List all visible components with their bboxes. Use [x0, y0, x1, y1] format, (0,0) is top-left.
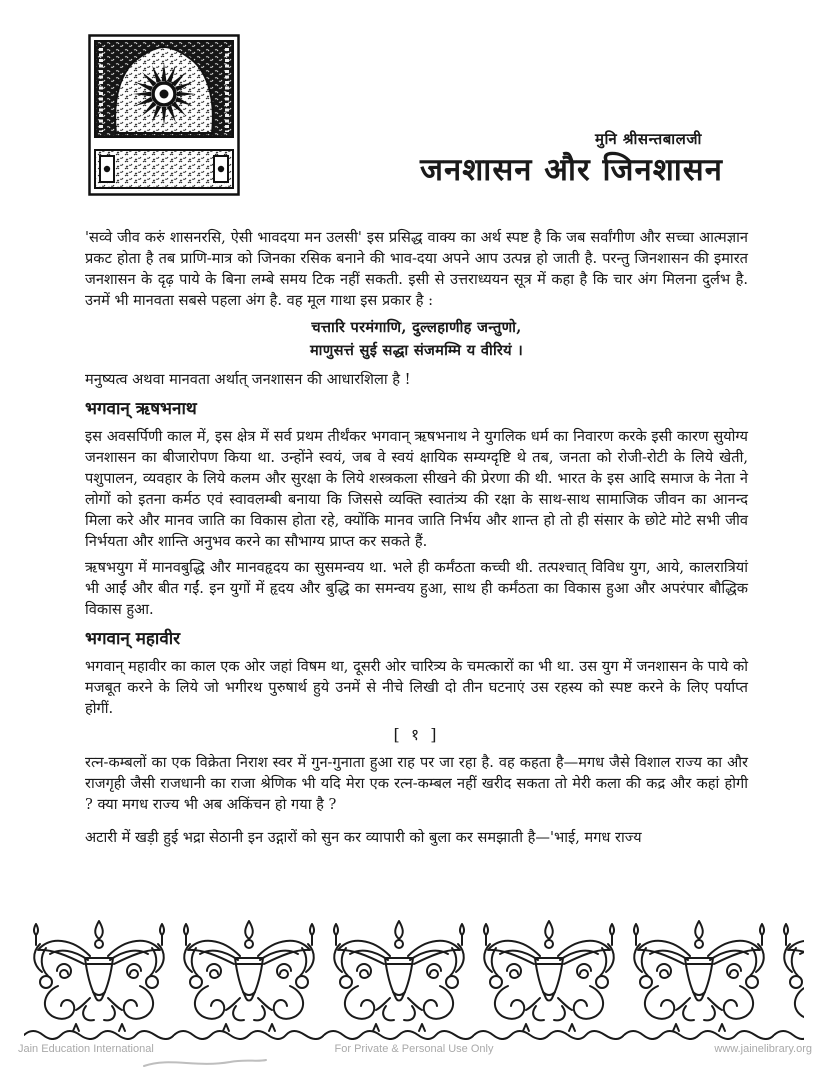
pencil-mark [140, 1056, 270, 1071]
paragraph-foundation: मनुष्यत्व अथवा मानवता अर्थात् जनशासन की आधारशिला है ! [85, 371, 411, 388]
dharma-wheel-stamp-icon [88, 34, 240, 196]
paragraph-rishabhanath-2: ऋषभयुग में मानवबुद्धि और मानवहृदय का सुसमन्वय था. भले ही कर्मंठता कच्ची थी. तत्पश्चात् विविध युग, आये, कालरात्रियां भी आईं और बीत गईं. इन युगों में हृदय और बुद्धि का समन्वय हुआ, साथ ही कर्मंठता का विकास हुआ और अपरंपार बौद्धिक विकास हुआ. [85, 559, 748, 618]
paragraph-story-1: रत्न-कम्बलों का एक विक्रेता निराश स्वर में गुन-गुनाता हुआ राह पर जा रहा है. वह कहता है—मगध जैसे विशाल राज्य का और राजगृही जैसी राजधानी का राजा श्रेणिक भी यदि मेरा एक रत्न-कम्बल नहीं खरीद सकता तो मेरी कला की कद्र और कहां होगी ? क्या मगध राज्य भी अब अकिंचन हो गया है ? [85, 754, 748, 813]
paragraph-intro: 'सव्वे जीव करुं शासनरसि, ऐसी भावदया मन उलसी' इस प्रसिद्ध वाक्य का अर्थ स्पष्ट है कि जब सर्वांगीण और सच्चा आत्मज्ञान प्रकट होता है तब प्राणि-मात्र को जिनका रसिक बनाने की भाव-दया अपने आप उत्पन्न हो जाती है. परन्तु जिनशासन की इमारत जनशासन के दृढ़ पाये के बिना लम्बे समय टिक नहीं सकती. इसी से उत्तराध्ययन सूत्र में कहा है कि चार अंग मिलना दुर्लभ है. उनमें भी मानवता सबसे पहला अंग है. वह मूल गाथा इस प्रकार है : [85, 229, 749, 309]
paragraph-mahavir: भगवान् महावीर का काल एक ओर जहां विषम था, दूसरी ओर चारित्र्य के चमत्कारों का भी था. उस युग में जनशासन के पाये को मजबूत करने के लिये जो भगीरथ पुरुषार्थ हुये उनमें से नीचे लिखी दो तीन घटनाएं उस रहस्य को स्पष्ट करने के लिए पर्याप्त होगीं. [85, 658, 748, 717]
ornamental-border [24, 916, 804, 1040]
bull-scroll-ornament-icon [24, 916, 804, 1040]
footer-left-text: Jain Education International [18, 1043, 154, 1055]
verse-line-1: चत्तारि परमंगाणि, दुल्लहाणीह जन्तुणो, [311, 319, 522, 336]
heading-mahavir: भगवान् महावीर [85, 629, 181, 649]
section-number-marker: [ १ ] [393, 725, 440, 744]
gatha-verse [85, 316, 748, 362]
paragraph-story-2: अटारी में खड़ी हुई भद्रा सेठानी इन उद्गारों को सुन कर व्यापारी को बुला कर समझाती है—'भाई, मगध राज्य [85, 829, 642, 846]
footer-center-text: For Private & Personal Use Only [334, 1043, 494, 1055]
author-byline: मुनि श्रीसन्तबालजी [595, 130, 702, 148]
article-body [85, 227, 748, 853]
paragraph-rishabhanath-1: इस अवसर्पिणी काल में, इस क्षेत्र में सर्व प्रथम तीर्थंकर भगवान् ऋषभनाथ ने युगलिक धर्म का निवारण करके इसी कारण सुयोग्य जनशासन का बीजारोपण किया था. उन्होंने स्वयं, जब वे स्वयं क्षायिक सम्यग्दृष्टि थे तब, जनता को रोजी-रोटी के लिये खेती, पशुपालन, व्यवहार के लिये कलम और सुरक्षा के लिये शस्त्रकला सीखने की प्रेरणा की थी. भारत के इस आदि समाज के नेता ने लोगों को इतना कर्मठ एवं स्वावलम्बी बनाया कि जिससे व्यक्ति स्वातंत्र्य की रक्षा के साथ-साथ सामाजिक जीवन का आनन्द मिला करे और मानव जाति का विकास होता रहे, क्योंकि मानव जाति निर्भय और शान्त हो तो ही संसार के छोटे मोटे सभी जीव निर्भयता और शान्ति अनुभव करने का सौभाग्य प्राप्त कर सकते हैं. [85, 428, 748, 550]
heading-rishabhanath: भगवान् ऋषभनाथ [85, 399, 197, 419]
jain-stamp-emblem [88, 34, 240, 196]
verse-line-2: माणुसत्तं सुई सद्धा संजमम्मि य वीरियं । [309, 342, 524, 359]
footer-link-text: www.jainelibrary.org [714, 1043, 812, 1055]
page-title: जनशासन और जिनशासन [420, 152, 723, 188]
